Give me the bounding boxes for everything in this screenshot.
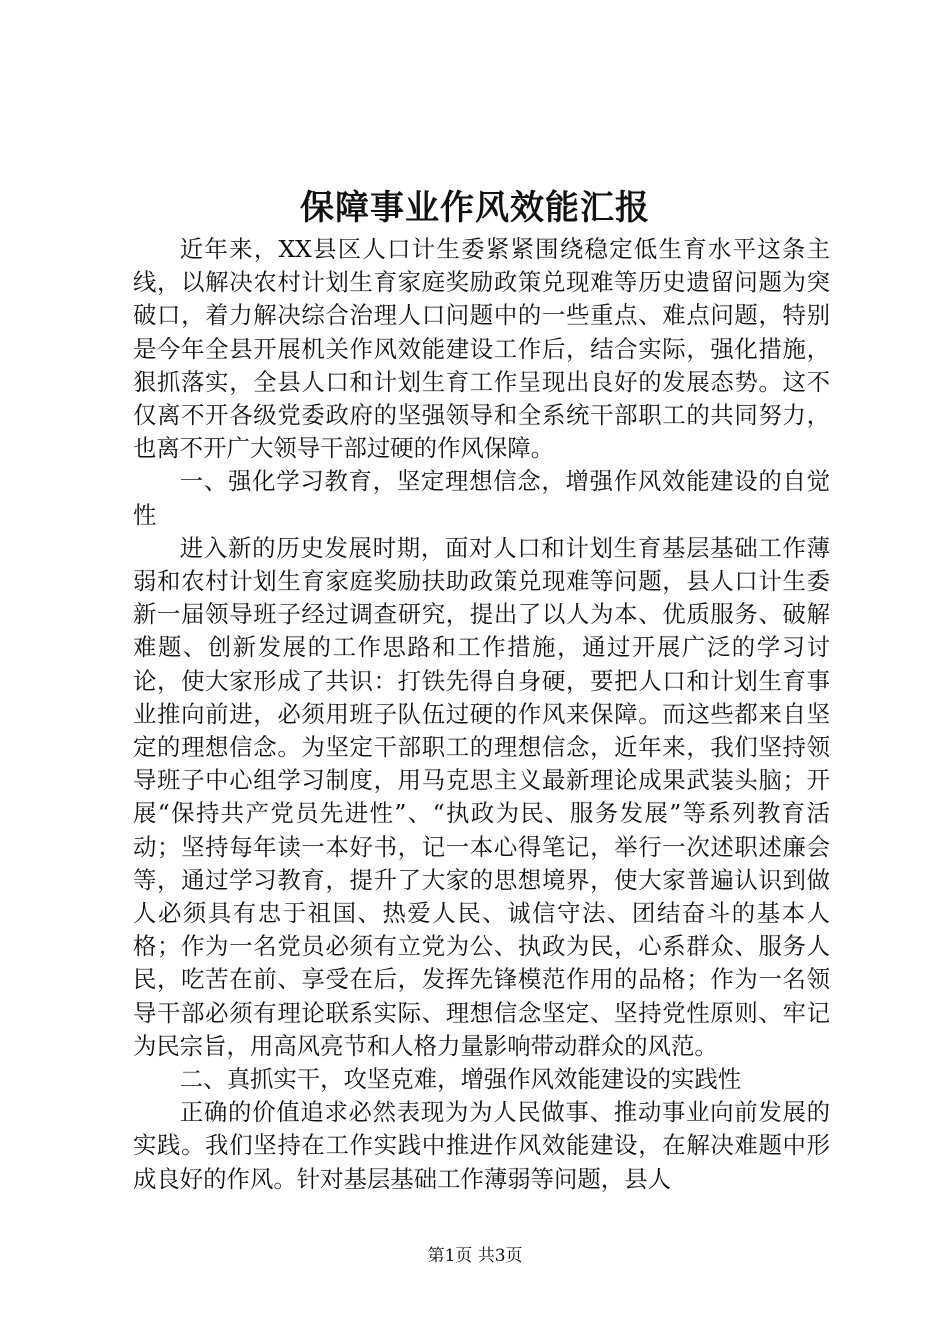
page-number-footer: 第1页 共3页: [427, 1246, 523, 1266]
paragraph-section-1: 进入新的历史发展时期，面对人口和计划生育基层基础工作薄弱和农村计划生育家庭奖励扶助政策兑现难等问题，县人口计生委新一届领导班子经过调查研究，提出了以人为本、优质服务、破解难题、创新发展的工作思路和工作措施，通过开展广泛的学习讨论，使大家形成了共识：打铁先得自身硬，要把人口和计划生育事业推向前进，必须用班子队伍过硬的作风来保障。而这些都来自坚定的理想信念。为坚定干部职工的理想信念，近年来，我们坚持领导班子中心组学习制度，用马克思主义最新理论成果武装头脑；开展“保持共产党员先进性”、“执政为民、服务发展”等系列教育活动；坚持每年读一本好书，记一本心得笔记，举行一次述职述廉会等，通过学习教育，提升了大家的思想境界，使大家普遍认识到做人必须具有忠于祖国、热爱人民、诚信守法、团结奋斗的基本人格；作为一名党员必须有立党为公、执政为民，心系群众、服务人民，吃苦在前、享受在后，发挥先锋模范作用的品格；作为一名领导干部必须有理论联系实际、理想信念坚定、坚持党性原则、牢记为民宗旨，用高风亮节和人格力量影响带动群众的风范。: [133, 533, 830, 1060]
section-heading-1: 一、强化学习教育，坚定理想信念，增强作风效能建设的自觉性: [133, 467, 830, 529]
document-body: [133, 233, 830, 1196]
paragraph-intro: 近年来，XX县区人口计生委紧紧围绕稳定低生育水平这条主线，以解决农村计划生育家庭奖励政策兑现难等历史遗留问题为突破口，着力解决综合治理人口问题中的一些重点、难点问题，特别是今年全县开展机关作风效能建设工作后，结合实际，强化措施，狠抓落实，全县人口和计划生育工作呈现出良好的发展态势。这不仅离不开各级党委政府的坚强领导和全系统干部职工的共同努力，也离不开广大领导干部过硬的作风保障。: [133, 235, 830, 463]
page-title: 保障事业作风效能汇报: [300, 188, 650, 228]
section-heading-2: 二、真抓实干，攻坚克难，增强作风效能建设的实践性: [179, 1065, 742, 1094]
paragraph-section-2: 正确的价值追求必然表现为为人民做事、推动事业向前发展的实践。我们坚持在工作实践中推进作风效能建设，在解决难题中形成良好的作风。针对基层基础工作薄弱等问题，县人: [133, 1098, 830, 1193]
